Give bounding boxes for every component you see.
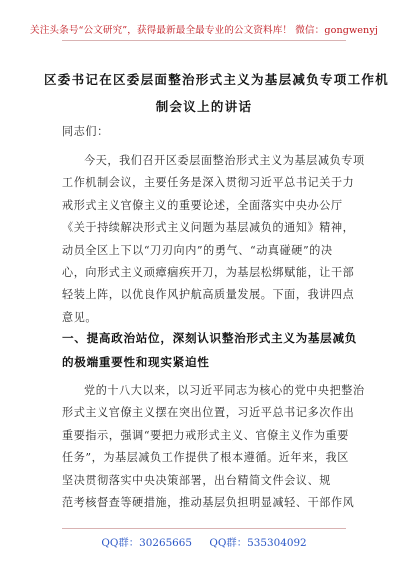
- paragraph-line: 任务”，为基层减负工作提供了根本遵循。近年来，我区: [62, 451, 349, 465]
- salutation-text: 同志们：: [62, 125, 109, 138]
- header-promo-text: 关注头条号“公文研究”，获得最新最全最专业的公文资料库！ 微信：gongwenyj: [30, 25, 378, 36]
- paragraph-line: 《关于持续解决形式主义问题为基层减负的通知》精神，: [62, 221, 355, 235]
- paragraph-line: 重要指示，强调“要把力戒形式主义、官僚主义作为重要: [62, 428, 349, 442]
- paragraph-line: 今天，我们召开区委层面整治形式主义为基层减负专项: [84, 154, 365, 167]
- footer-qq-group-2: QQ群：535304092: [209, 537, 307, 549]
- paragraph-line: 范考核督查等硬措施，推动基层负担明显减轻、干部作风: [62, 496, 355, 510]
- section-heading-1: [62, 326, 358, 374]
- paragraph-line: 轻装上阵，以优良作风护航高质量发展。下面，我讲四点: [62, 288, 355, 302]
- heading-line: 的极端重要性和现实紧迫性: [62, 355, 210, 369]
- heading-line: 一、提高政治站位，深刻认识整治形式主义为基层减负: [62, 331, 358, 345]
- paragraph-line: 意见。: [62, 310, 98, 324]
- page-footer: [0, 534, 408, 549]
- paragraph-line: 坚决贯彻落实中央决策部署，出台精简文件会议、规: [62, 473, 331, 487]
- paragraph-line: 工作机制会议，主要任务是深入贯彻习近平总书记关于力: [62, 176, 355, 190]
- salutation: [62, 122, 354, 142]
- page-header: [0, 22, 408, 36]
- paragraph-line: 戒形式主义官僚主义的重要论述，全面落实中央办公厅: [62, 198, 343, 212]
- paragraph-line: 心，向形式主义顽瘴痼疾开刀，为基层松绑赋能，让干部: [62, 266, 355, 280]
- footer-qq-group-1: QQ群：30265665: [101, 537, 193, 549]
- paragraph-line: 形式主义官僚主义摆在突出位置，习近平总书记多次作出: [62, 406, 355, 420]
- title-line: 区委书记在区委层面整治形式主义为基层减负专项工作机: [44, 72, 390, 87]
- paragraph-intro: [62, 150, 365, 329]
- document-title: [44, 66, 390, 120]
- header-divider: [62, 40, 346, 41]
- paragraph-line: 党的十八大以来，以习近平同志为核心的党中央把整治: [84, 384, 365, 397]
- paragraph-section-1: [62, 380, 365, 514]
- title-line: 制会议上的讲话: [155, 99, 253, 114]
- footer-divider: [62, 528, 346, 529]
- paragraph-line: 动员全区上下以“刀刃向内”的勇气、“动真碰硬”的决: [62, 243, 333, 257]
